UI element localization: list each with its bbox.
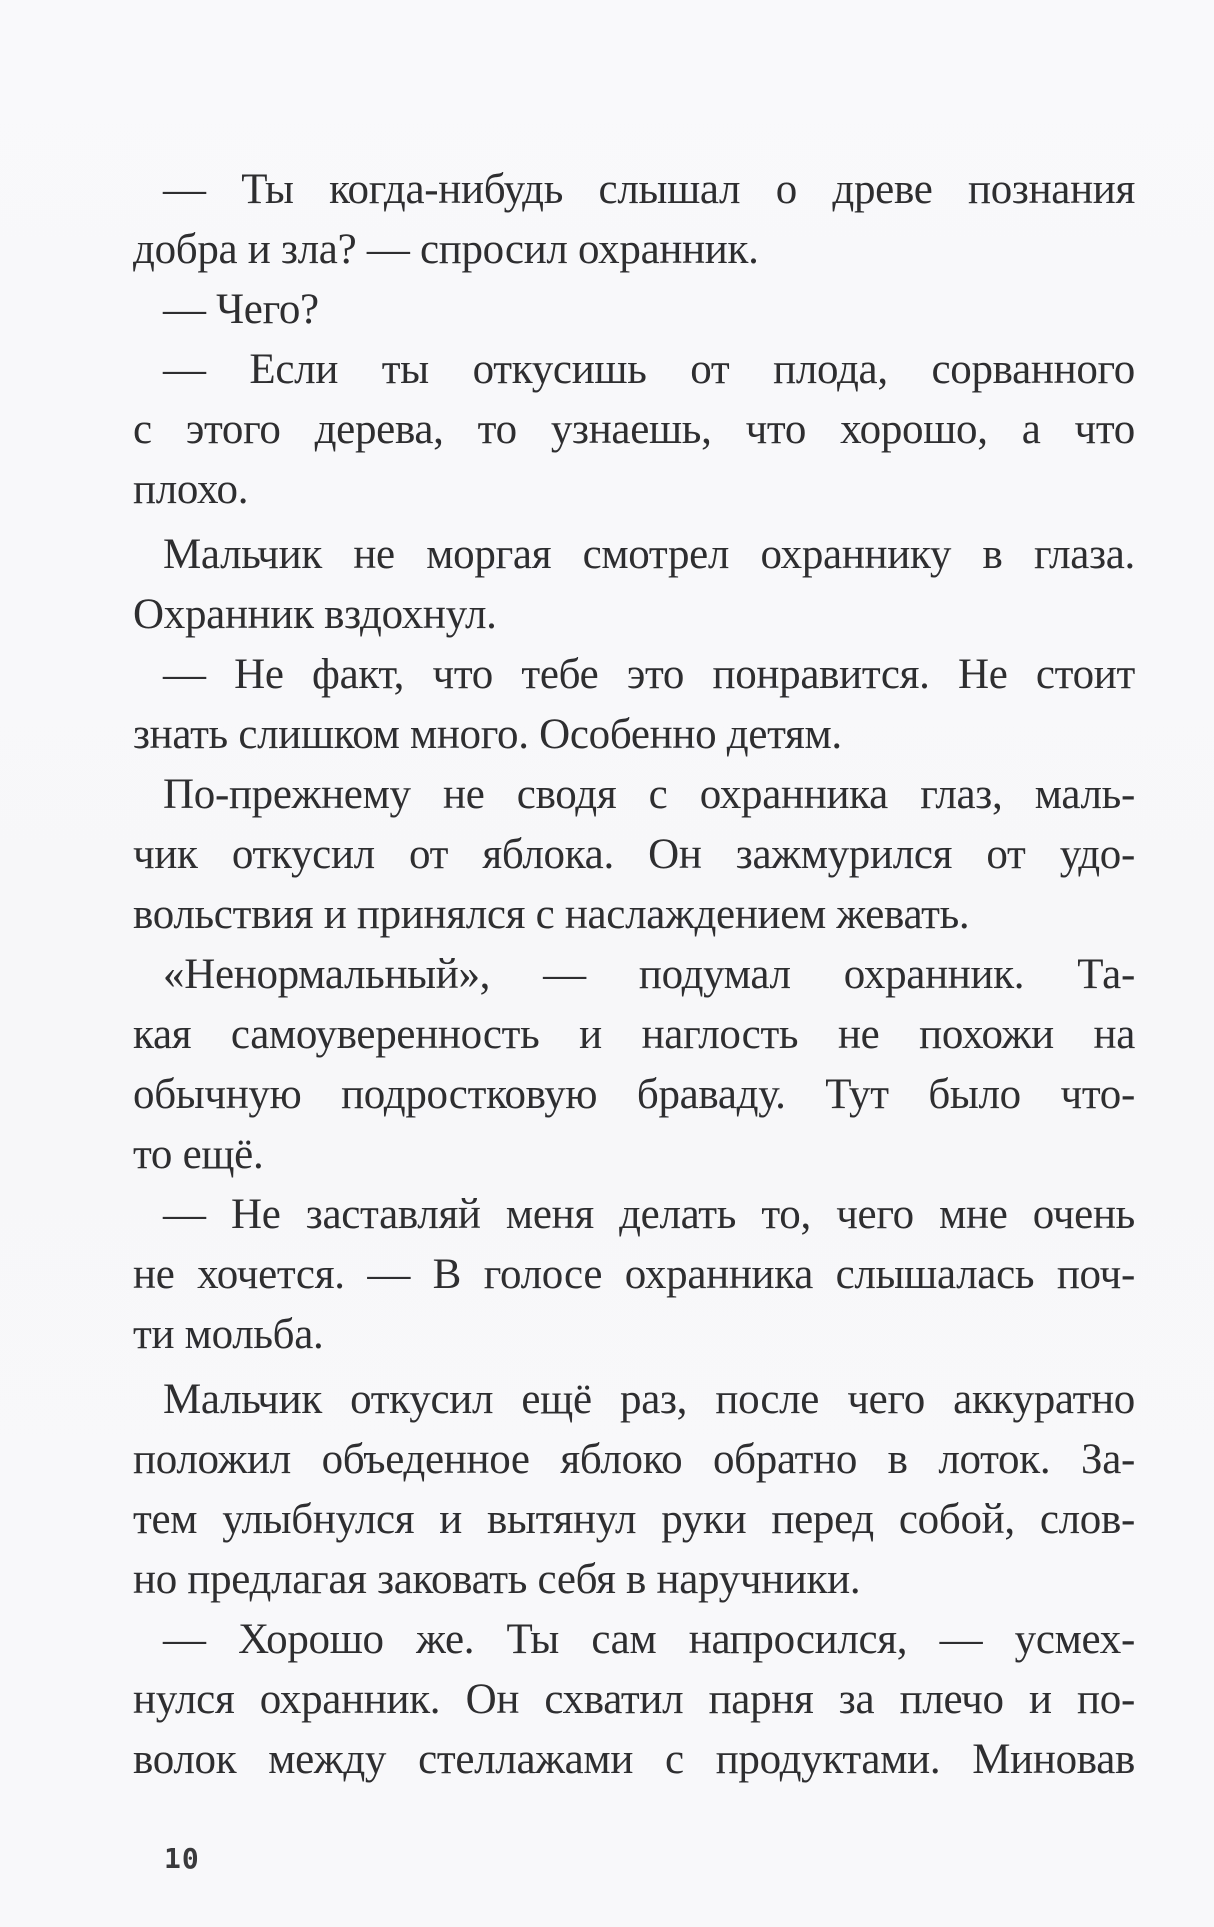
text-line: — Ты когда-нибудь слышал о древе познания [163,166,1135,213]
text-line: Мальчик не моргая смотрел охраннику в глаза. [163,531,1135,578]
text-line: знать слишком много. Особенно детям. [133,711,842,758]
text-line: обычную подростковую браваду. Тут было что- [133,1071,1135,1118]
text-line: вольствия и принялся с наслаждением жевать. [133,891,970,938]
text-line: добра и зла? — спросил охранник. [133,226,759,273]
text-line: — Чего? [163,286,319,333]
text-line: Охранник вздохнул. [133,591,497,638]
text-line: но предлагая заковать себя в наручники. [133,1556,861,1603]
text-line: положил объеденное яблоко обратно в лоток. За- [133,1436,1135,1483]
text-line: Мальчик откусил ещё раз, после чего аккуратно [163,1376,1135,1423]
text-line: то ещё. [133,1131,264,1178]
text-line: тем улыбнулся и вытянул руки перед собой, слов- [133,1496,1135,1543]
page-number: 10 [164,1842,200,1875]
text-line: чик откусил от яблока. Он зажмурился от удо- [133,831,1135,878]
text-line: ти мольба. [133,1311,324,1358]
text-line: — Хорошо же. Ты сам напросился, — усмех- [163,1616,1135,1663]
text-line: По-прежнему не сводя с охранника глаз, маль- [163,771,1135,818]
text-line: с этого дерева, то узнаешь, что хорошо, а что [133,406,1135,453]
text-line: волок между стеллажами с продуктами. Миновав [133,1736,1135,1783]
text-line: — Не заставляй меня делать то, чего мне очень [163,1191,1135,1238]
text-line: не хочется. — В голосе охранника слышалась поч- [133,1251,1135,1298]
text-line: — Не факт, что тебе это понравится. Не стоит [163,651,1135,698]
text-line: кая самоуверенность и наглость не похожи на [133,1011,1135,1058]
text-line: — Если ты откусишь от плода, сорванного [163,346,1135,393]
text-line: нулся охранник. Он схватил парня за плечо и по- [133,1676,1135,1723]
text-line: «Ненормальный», — подумал охранник. Та- [163,951,1135,998]
text-line: плохо. [133,466,249,513]
